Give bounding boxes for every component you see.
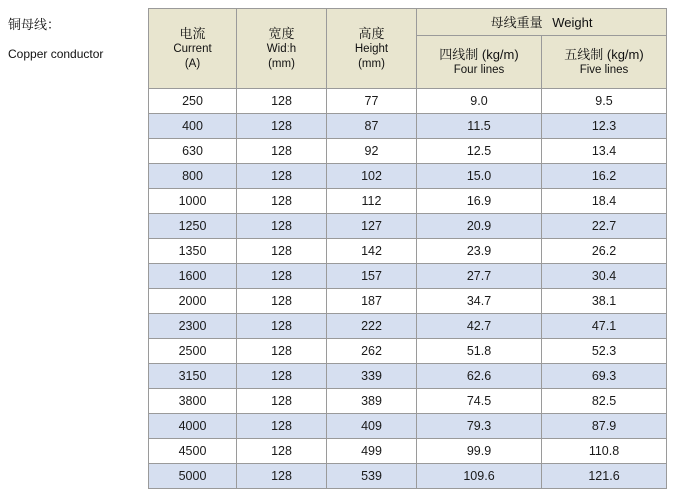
cell-five-lines: 30.4 (542, 264, 667, 289)
cell-height: 262 (327, 339, 417, 364)
cell-four-lines: 11.5 (417, 114, 542, 139)
cell-five-lines: 13.4 (542, 139, 667, 164)
cell-width: 128 (237, 189, 327, 214)
cell-four-lines: 12.5 (417, 139, 542, 164)
header-height-cn: 高度 (358, 26, 385, 41)
cell-four-lines: 20.9 (417, 214, 542, 239)
cell-width: 128 (237, 239, 327, 264)
header-current-en: Current (173, 43, 212, 55)
header-four-lines-en: Four lines (453, 64, 505, 76)
header-five-lines-cn: 五线制 (kg/m) (564, 47, 644, 62)
cell-four-lines: 27.7 (417, 264, 542, 289)
cell-current: 400 (149, 114, 237, 139)
cell-current: 3800 (149, 389, 237, 414)
cell-current: 1250 (149, 214, 237, 239)
cell-five-lines: 87.9 (542, 414, 667, 439)
cell-height: 92 (327, 139, 417, 164)
cell-four-lines: 51.8 (417, 339, 542, 364)
conductor-label (8, 16, 138, 62)
cell-four-lines: 15.0 (417, 164, 542, 189)
table-row (149, 389, 667, 414)
cell-five-lines: 82.5 (542, 389, 667, 414)
header-weight-group-en: Weight (552, 14, 593, 30)
cell-current: 1350 (149, 239, 237, 264)
cell-height: 222 (327, 314, 417, 339)
cell-width: 128 (237, 164, 327, 189)
header-five-lines-en: Five lines (579, 64, 629, 76)
spec-table (148, 8, 667, 489)
table-row (149, 439, 667, 464)
cell-four-lines: 23.9 (417, 239, 542, 264)
cell-height: 187 (327, 289, 417, 314)
header-width-en: Widːh (266, 43, 297, 55)
cell-width: 128 (237, 339, 327, 364)
header-four-lines-cn: 四线制 (kg/m) (439, 47, 519, 62)
table-row (149, 89, 667, 114)
header-four-lines (417, 36, 542, 89)
table-row (149, 214, 667, 239)
header-width-unit: (mm) (268, 58, 295, 70)
cell-width: 128 (237, 114, 327, 139)
cell-height: 409 (327, 414, 417, 439)
cell-width: 128 (237, 414, 327, 439)
cell-width: 128 (237, 439, 327, 464)
table-row (149, 114, 667, 139)
cell-five-lines: 16.2 (542, 164, 667, 189)
table-row (149, 189, 667, 214)
cell-five-lines: 38.1 (542, 289, 667, 314)
cell-four-lines: 16.9 (417, 189, 542, 214)
conductor-label-en: Copper conductor (8, 47, 104, 61)
cell-width: 128 (237, 139, 327, 164)
cell-width: 128 (237, 89, 327, 114)
cell-current: 2000 (149, 289, 237, 314)
cell-height: 87 (327, 114, 417, 139)
spec-table-container (148, 8, 666, 489)
cell-current: 630 (149, 139, 237, 164)
table-row (149, 164, 667, 189)
cell-four-lines: 42.7 (417, 314, 542, 339)
table-row (149, 314, 667, 339)
cell-width: 128 (237, 264, 327, 289)
cell-five-lines: 110.8 (542, 439, 667, 464)
header-weight-group (417, 9, 667, 36)
cell-current: 250 (149, 89, 237, 114)
cell-width: 128 (237, 214, 327, 239)
table-row (149, 239, 667, 264)
cell-height: 499 (327, 439, 417, 464)
cell-five-lines: 69.3 (542, 364, 667, 389)
table-row (149, 289, 667, 314)
header-width-cn: 宽度 (268, 26, 295, 41)
table-header-row-1 (149, 9, 667, 36)
cell-width: 128 (237, 464, 327, 489)
cell-height: 102 (327, 164, 417, 189)
cell-height: 77 (327, 89, 417, 114)
cell-height: 539 (327, 464, 417, 489)
cell-current: 1600 (149, 264, 237, 289)
cell-five-lines: 18.4 (542, 189, 667, 214)
cell-height: 127 (327, 214, 417, 239)
cell-height: 157 (327, 264, 417, 289)
table-row (149, 364, 667, 389)
cell-height: 142 (327, 239, 417, 264)
cell-width: 128 (237, 289, 327, 314)
cell-five-lines: 9.5 (542, 89, 667, 114)
cell-current: 2300 (149, 314, 237, 339)
cell-four-lines: 9.0 (417, 89, 542, 114)
cell-height: 112 (327, 189, 417, 214)
table-row (149, 464, 667, 489)
header-current (149, 9, 237, 89)
cell-five-lines: 12.3 (542, 114, 667, 139)
cell-five-lines: 26.2 (542, 239, 667, 264)
cell-five-lines: 121.6 (542, 464, 667, 489)
cell-current: 2500 (149, 339, 237, 364)
cell-current: 3150 (149, 364, 237, 389)
cell-current: 800 (149, 164, 237, 189)
cell-height: 339 (327, 364, 417, 389)
cell-current: 5000 (149, 464, 237, 489)
cell-width: 128 (237, 389, 327, 414)
conductor-label-cn: 铜母线： (8, 17, 61, 32)
cell-width: 128 (237, 314, 327, 339)
table-row (149, 139, 667, 164)
header-weight-group-cn: 母线重量 (490, 14, 543, 30)
cell-five-lines: 47.1 (542, 314, 667, 339)
cell-four-lines: 74.5 (417, 389, 542, 414)
cell-four-lines: 62.6 (417, 364, 542, 389)
table-row (149, 264, 667, 289)
header-current-cn: 电流 (179, 26, 206, 41)
table-row (149, 414, 667, 439)
header-five-lines (542, 36, 667, 89)
table-row (149, 339, 667, 364)
cell-four-lines: 34.7 (417, 289, 542, 314)
cell-four-lines: 99.9 (417, 439, 542, 464)
cell-current: 1000 (149, 189, 237, 214)
table-body (149, 89, 667, 489)
header-height (327, 9, 417, 89)
header-height-en: Height (354, 43, 389, 55)
cell-five-lines: 22.7 (542, 214, 667, 239)
cell-current: 4000 (149, 414, 237, 439)
header-width (237, 9, 327, 89)
cell-four-lines: 79.3 (417, 414, 542, 439)
header-height-unit: (mm) (358, 58, 385, 70)
cell-five-lines: 52.3 (542, 339, 667, 364)
cell-four-lines: 109.6 (417, 464, 542, 489)
header-current-unit: (A) (184, 58, 201, 70)
cell-width: 128 (237, 364, 327, 389)
table-header (149, 9, 667, 89)
cell-height: 389 (327, 389, 417, 414)
cell-current: 4500 (149, 439, 237, 464)
